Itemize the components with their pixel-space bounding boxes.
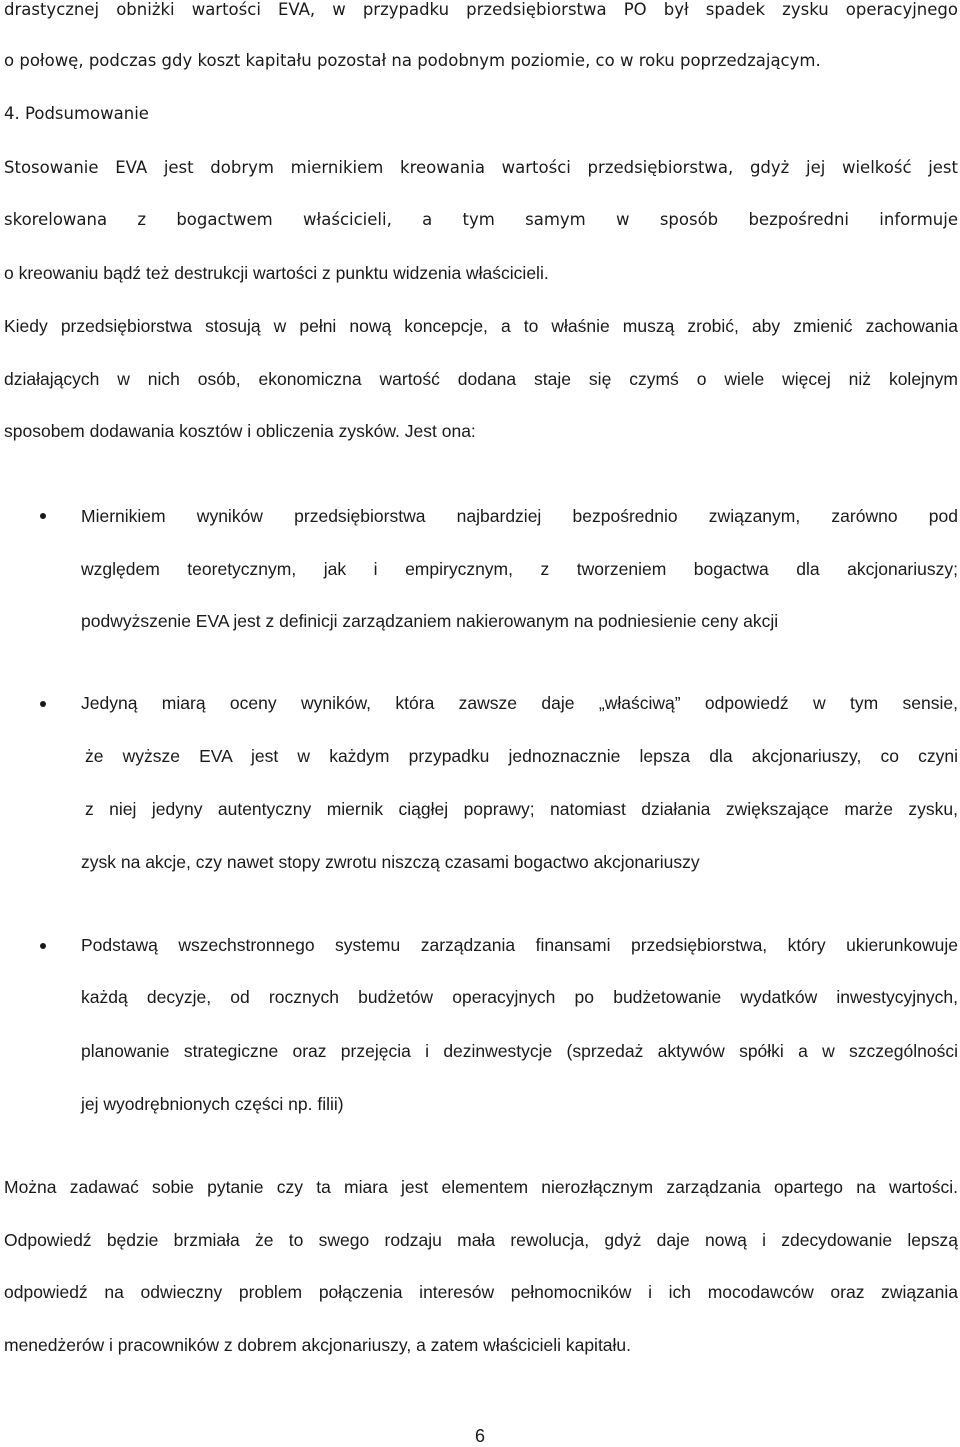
paragraph3-line-3: odpowiedź na odwieczny problem połączenia interesów pełnomocników i ich mocodawców oraz związania xyxy=(4,1282,958,1302)
bullet1-line-1: Miernikiem wyników przedsiębiorstwa najbardziej bezpośrednio związanym, zarówno pod xyxy=(81,506,958,526)
paragraph2-line-2: działających w nich osób, ekonomiczna wartość dodana staje się czymś o wiele więcej niż kolejnym xyxy=(4,369,958,389)
bullet3-line-2: każdą decyzje, od rocznych budżetów operacyjnych po budżetowanie wydatków inwestycyjnych, xyxy=(81,987,958,1007)
bullet3-line-1: Podstawą wszechstronnego systemu zarządzania finansami przedsiębiorstwa, który ukierunkowuje xyxy=(81,935,958,955)
bullet-icon xyxy=(40,701,46,707)
intro-line-2: o połowę, podczas gdy koszt kapitału pozostał na podobnym poziomie, co w roku poprzedzającym. xyxy=(4,51,821,70)
bullet3-line-4: jej wyodrębnionych części np. filii) xyxy=(81,1094,344,1114)
intro-line-1: drastycznej obniżki wartości EVA, w przypadku przedsiębiorstwa PO był spadek zysku operacyjnego xyxy=(4,0,958,19)
bullet2-line-4: zysk na akcje, czy nawet stopy zwrotu niszczą czasami bogactwo akcjonariuszy xyxy=(81,852,700,872)
bullet1-line-2: względem teoretycznym, jak i empirycznym, z tworzeniem bogactwa dla akcjonariuszy; xyxy=(81,559,958,579)
paragraph3-line-2: Odpowiedź będzie brzmiała że to swego rodzaju mała rewolucja, gdyż daje nową i zdecydowanie lepszą xyxy=(4,1230,958,1250)
paragraph3-line-1: Można zadawać sobie pytanie czy ta miara jest elementem nierozłącznym zarządzania opartego na wartości. xyxy=(4,1177,958,1197)
bullet2-line-3: z niej jedyny autentyczny miernik ciągłej poprawy; natomiast działania zwiększające marże zysku, xyxy=(85,799,958,819)
section-heading: 4. Podsumowanie xyxy=(4,104,149,123)
bullet3-line-3: planowanie strategiczne oraz przejęcia i dezinwestycje (sprzedaż aktywów spółki a w szczególności xyxy=(81,1041,958,1061)
bullet-icon xyxy=(40,943,46,949)
page-number: 6 xyxy=(474,1426,485,1446)
bullet2-line-2: że wyższe EVA jest w każdym przypadku jednoznacznie lepsza dla akcjonariuszy, co czyni xyxy=(85,746,958,766)
paragraph1-line-1: Stosowanie EVA jest dobrym miernikiem kreowania wartości przedsiębiorstwa, gdyż jej wielkość jest xyxy=(4,158,958,177)
paragraph1-line-3: o kreowaniu bądź też destrukcji wartości z punktu widzenia właścicieli. xyxy=(4,263,549,283)
paragraph2-line-3: sposobem dodawania kosztów i obliczenia zysków. Jest ona: xyxy=(4,421,476,441)
paragraph2-line-1: Kiedy przedsiębiorstwa stosują w pełni nową koncepcje, a to właśnie muszą zrobić, aby zmienić zachowania xyxy=(4,316,958,336)
bullet1-line-3: podwyższenie EVA jest z definicji zarządzaniem nakierowanym na podniesienie ceny akcji xyxy=(81,611,779,631)
paragraph3-line-4: menedżerów i pracowników z dobrem akcjonariuszy, a zatem właścicieli kapitału. xyxy=(4,1335,632,1355)
bullet-icon xyxy=(40,513,46,519)
paragraph1-line-2: skorelowana z bogactwem właścicieli, a tym samym w sposób bezpośredni informuje xyxy=(4,210,958,229)
bullet2-line-1: Jedyną miarą oceny wyników, która zawsze daje „właściwą” odpowiedź w tym sensie, xyxy=(81,693,958,713)
